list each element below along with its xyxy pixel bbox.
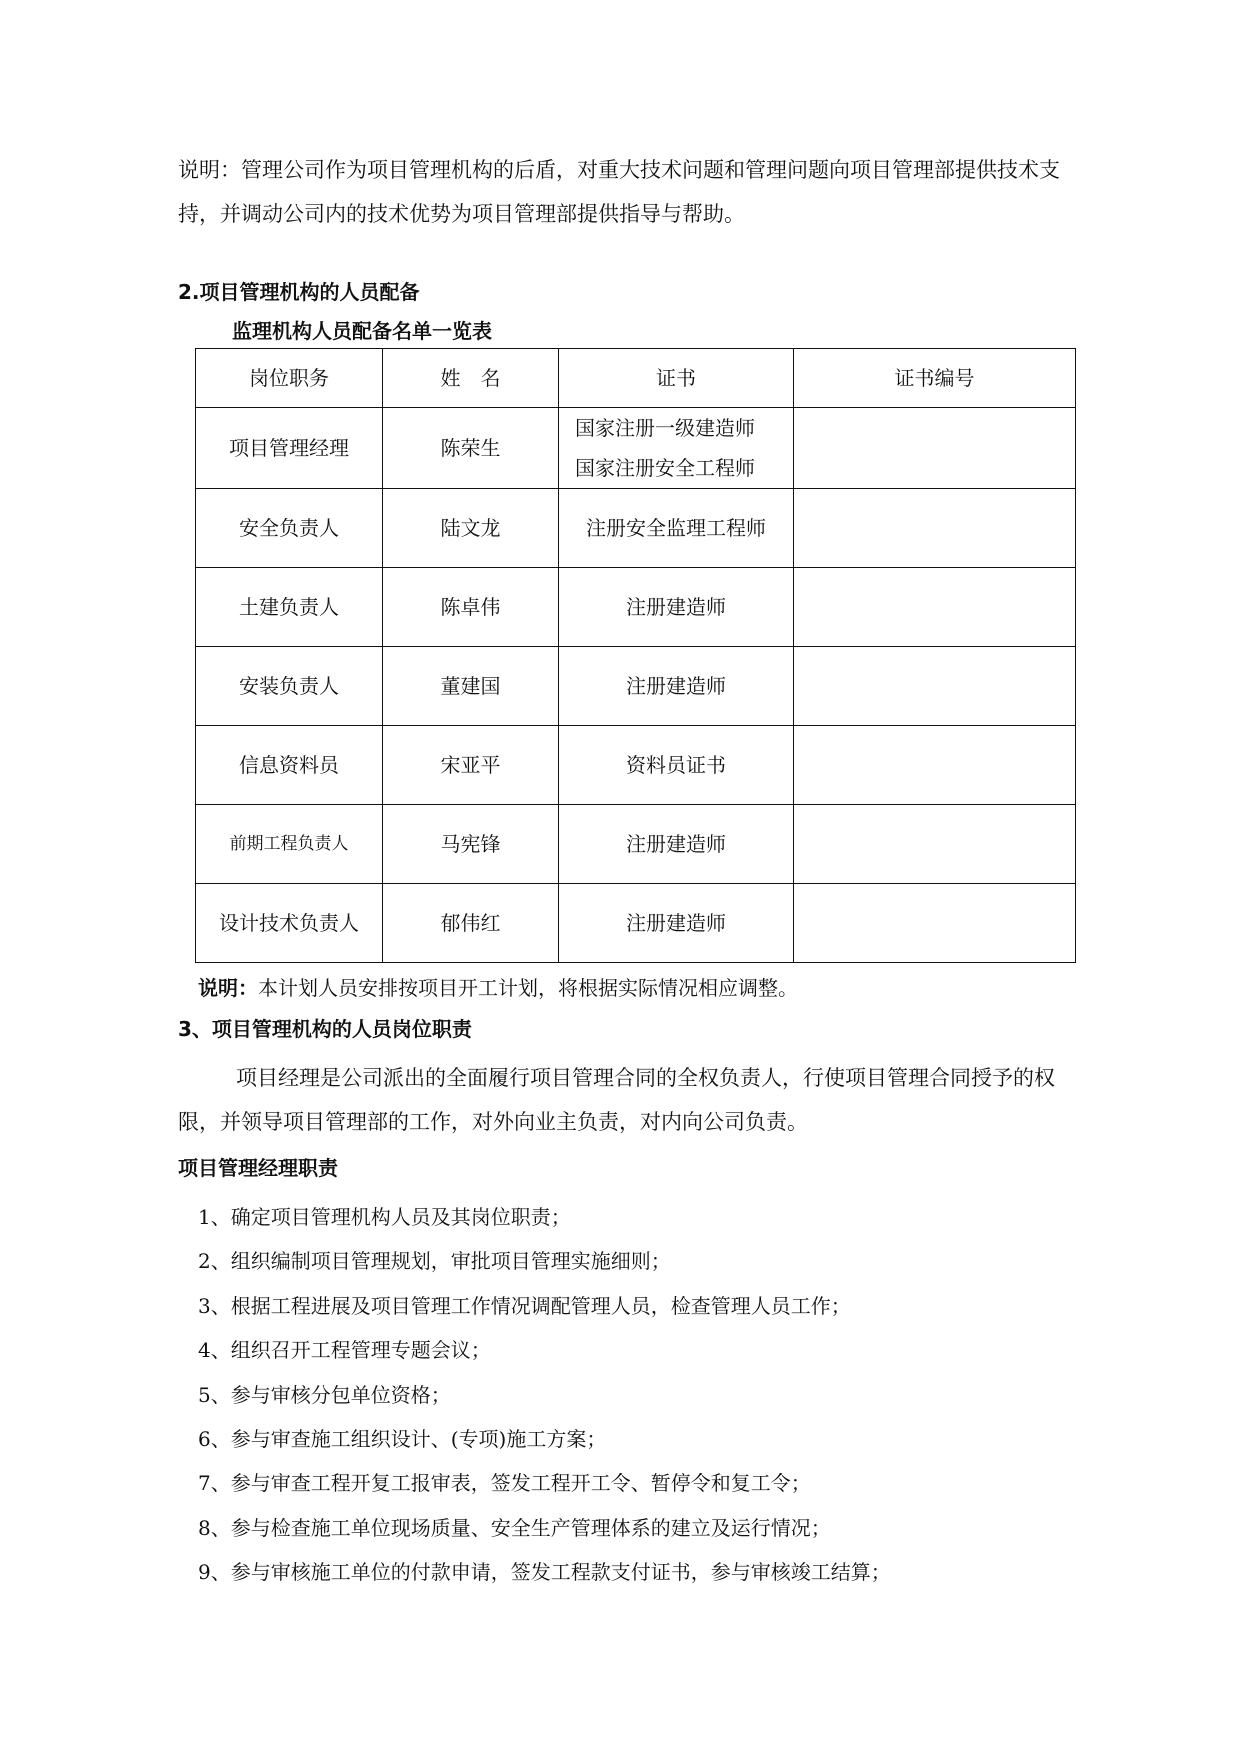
- duties-list: [198, 1195, 891, 1595]
- cell-name: 董建国: [383, 647, 559, 726]
- section-3-body: 项目经理是公司派出的全面履行项目管理合同的全权负责人，行使项目管理合同授予的权限，并领导项目管理部的工作，对外向业主负责，对内向公司负责。: [178, 1066, 1055, 1134]
- cell-position: 信息资料员: [196, 726, 383, 805]
- cell-name: 马宪锋: [383, 805, 559, 884]
- cell-certificate-number: [794, 884, 1076, 963]
- list-item: 4、组织召开工程管理专题会议；: [198, 1338, 491, 1363]
- header-certificate: 证书: [559, 349, 794, 408]
- cell-position: 安装负责人: [196, 647, 383, 726]
- list-item: 9、参与审核施工单位的付款申请，签发工程款支付证书，参与审核竣工结算；: [198, 1560, 891, 1585]
- staff-table: [195, 348, 1076, 963]
- cell-certificate: 注册建造师: [559, 568, 794, 647]
- header-name: 姓 名: [383, 349, 559, 408]
- section-2-heading: 2.项目管理机构的人员配备: [178, 280, 420, 304]
- note-label: 说明：: [198, 976, 258, 1000]
- table-row: [196, 647, 1076, 726]
- list-item: 2、组织编制项目管理规划，审批项目管理实施细则；: [198, 1249, 671, 1274]
- table-row: [196, 568, 1076, 647]
- list-item: 3、根据工程进展及项目管理工作情况调配管理人员，检查管理人员工作；: [198, 1293, 851, 1318]
- cell-certificate: 注册安全监理工程师: [559, 489, 794, 568]
- cell-position: 土建负责人: [196, 568, 383, 647]
- header-certificate-number: 证书编号: [794, 349, 1076, 408]
- cell-certificate-number: [794, 805, 1076, 884]
- cell-position: 安全负责人: [196, 489, 383, 568]
- cell-name: 郁伟红: [383, 884, 559, 963]
- list-item: 8、参与检查施工单位现场质量、安全生产管理体系的建立及运行情况；: [198, 1515, 831, 1540]
- cell-name: 陈卓伟: [383, 568, 559, 647]
- note-text: 本计划人员安排按项目开工计划，将根据实际情况相应调整。: [258, 976, 798, 1000]
- list-item: 1、确定项目管理机构人员及其岗位职责；: [198, 1205, 571, 1229]
- cell-certificate-number: [794, 647, 1076, 726]
- table-caption: 监理机构人员配备名单一览表: [232, 319, 492, 343]
- cell-certificate: 注册建造师: [559, 647, 794, 726]
- intro-line-2: 持，并调动公司内的技术优势为项目管理部提供指导与帮助。: [178, 202, 745, 226]
- cell-certificate: [559, 408, 794, 489]
- cell-position: 项目管理经理: [196, 408, 383, 489]
- cell-certificate: 注册建造师: [559, 884, 794, 963]
- list-item: 5、参与审核分包单位资格；: [198, 1382, 451, 1407]
- table-header-row: [196, 349, 1076, 408]
- table-row: [196, 726, 1076, 805]
- intro-paragraph: [178, 148, 1093, 236]
- cell-name: 陆文龙: [383, 489, 559, 568]
- header-position: 岗位职务: [196, 349, 383, 408]
- intro-line-1: 说明：管理公司作为项目管理机构的后盾，对重大技术问题和管理问题向项目管理部提供技术支: [178, 158, 1060, 182]
- table-row: [196, 805, 1076, 884]
- cell-certificate: 资料员证书: [559, 726, 794, 805]
- cell-certificate-number: [794, 726, 1076, 805]
- table-note: [198, 972, 798, 1001]
- cell-certificate-number: [794, 568, 1076, 647]
- table-row: [196, 884, 1076, 963]
- section-3-heading: 3、项目管理机构的人员岗位职责: [178, 1017, 472, 1041]
- certificate-line: 国家注册一级建造师: [575, 416, 755, 440]
- cell-certificate: 注册建造师: [559, 805, 794, 884]
- list-item: 6、参与审查施工组织设计、(专项)施工方案；: [198, 1427, 607, 1452]
- cell-position: 设计技术负责人: [196, 884, 383, 963]
- duties-heading: 项目管理经理职责: [178, 1156, 338, 1180]
- cell-certificate-number: [794, 489, 1076, 568]
- cell-position: 前期工程负责人: [196, 805, 383, 884]
- cell-name: 陈荣生: [383, 408, 559, 489]
- list-item: 7、参与审查工程开复工报审表，签发工程开工令、暂停令和复工令；: [198, 1471, 811, 1496]
- cell-name: 宋亚平: [383, 726, 559, 805]
- cell-certificate-number: [794, 408, 1076, 489]
- certificate-line: 国家注册安全工程师: [575, 456, 755, 480]
- table-row: [196, 489, 1076, 568]
- table-row: [196, 408, 1076, 489]
